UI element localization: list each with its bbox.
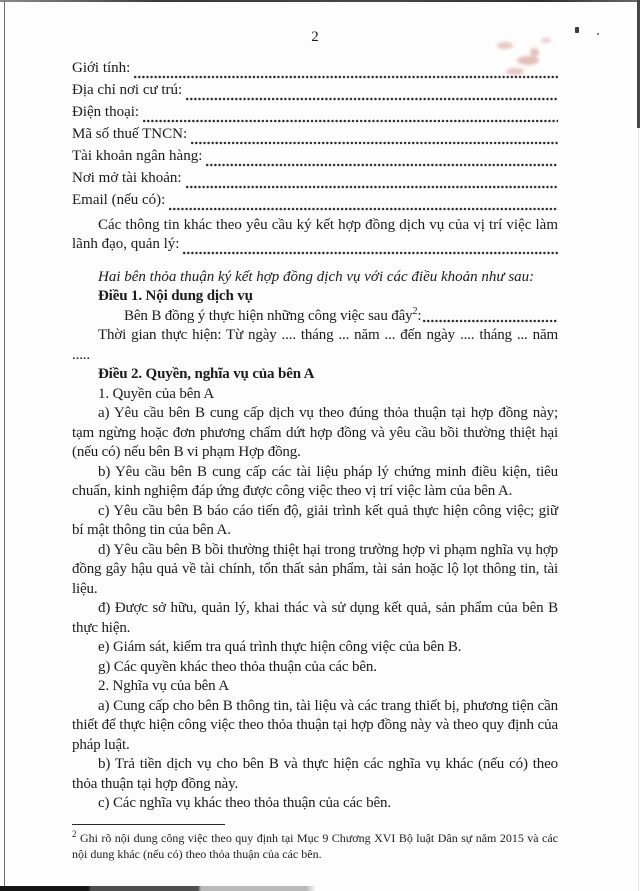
page-number: 2 bbox=[311, 29, 319, 45]
section-1-item-a: a) Yêu cầu bên B cung cấp dịch vụ theo đúng thỏa thuận tại hợp đồng này; tạm ngừng hoặc đơn phương chấm dứt hợp đồng và yêu cầu bồi thường thiệt hại (nếu có) nếu bên B vi phạm Hợp đồng. bbox=[72, 405, 558, 460]
footnote-ref-superscript: 2 bbox=[412, 305, 418, 317]
scan-speck bbox=[575, 27, 579, 33]
field-row-gender bbox=[72, 60, 558, 82]
agreement-intro: Hai bên thỏa thuận ký kết hợp đồng dịch vụ với các điều khoản như sau: bbox=[98, 269, 535, 285]
article-1-time-line: Thời gian thực hiện: Từ ngày .... tháng ... năm ... đến ngày .... tháng ... năm bbox=[98, 327, 558, 343]
dotted-leader bbox=[134, 75, 558, 79]
footnote-text-body: Ghi rõ nội dung công việc theo quy định tại Mục 9 Chương XVI Bộ luật Dân sự năm 2015 và các nội dung khác (nếu có) theo thỏa thuận của các bên. bbox=[72, 830, 559, 861]
section-1-item-c: c) Yêu cầu bên B báo cáo tiến độ, giải trình kết quả thực hiện công việc; giữ bí mật thông tin của bên A. bbox=[72, 502, 558, 538]
article-1-heading: Điều 1. Nội dung dịch vụ bbox=[98, 288, 253, 304]
field-row-tax-code bbox=[72, 126, 558, 148]
section-1-item-d: d) Yêu cầu bên B bồi thường thiệt hại trong trường hợp vi phạm nghĩa vụ hợp đồng gây hậu quả về tài chính, tổn thất sản phẩm, tài sản hoặc lộ lọt thông tin, tài liệu. bbox=[72, 541, 558, 597]
dotted-leader bbox=[169, 207, 558, 211]
field-label-phone: Điện thoại: bbox=[72, 104, 140, 120]
section-2-item-c: c) Các nghĩa vụ khác theo thỏa thuận của các bên. bbox=[98, 795, 391, 811]
article-1-time-line-continuation: ..... bbox=[72, 346, 91, 363]
section-1-item-e: e) Giám sát, kiểm tra quá trình thực hiện công việc của bên B. bbox=[98, 639, 462, 655]
dotted-leader bbox=[206, 163, 558, 167]
section-1-item-dd: đ) Được sở hữu, quản lý, khai thác và sử dụng kết quả, sản phẩm của bên B thực hiện. bbox=[72, 600, 558, 636]
field-label-bank-branch: Nơi mở tài khoản: bbox=[72, 170, 182, 186]
scan-edge-right-faint bbox=[638, 128, 639, 891]
scan-bottom-band bbox=[0, 886, 330, 891]
article-1-content-line bbox=[72, 307, 558, 327]
field-row-address bbox=[72, 82, 558, 104]
dotted-leader bbox=[186, 97, 558, 101]
field-label-email: Email (nếu có): bbox=[72, 192, 166, 208]
field-row-bank-account bbox=[72, 148, 558, 170]
section-2-item-b: b) Trả tiền dịch vụ cho bên B và thực hiện các nghĩa vụ khác (nếu có) theo thỏa thuận tại hợp đồng này. bbox=[72, 756, 558, 792]
form-fields-block bbox=[72, 60, 558, 258]
section-1-item-b: b) Yêu cầu bên B cung cấp các tài liệu pháp lý chứng minh điều kiện, tiêu chuẩn, kinh nghiệm đáp ứng được công việc theo vị trí việc làm của bên A. bbox=[72, 463, 558, 499]
document-content bbox=[72, 0, 558, 863]
section-1-title: 1. Quyền của bên A bbox=[98, 385, 215, 402]
dotted-leader bbox=[183, 251, 558, 255]
footnote-separator bbox=[72, 824, 225, 825]
dotted-leader bbox=[191, 141, 558, 145]
footnote-block bbox=[72, 824, 558, 863]
footnote-ref-superscript: 2 bbox=[72, 828, 77, 839]
article-2-heading: Điều 2. Quyền, nghĩa vụ của bên A bbox=[98, 366, 315, 382]
field-label-tax-code: Mã số thuế TNCN: bbox=[72, 126, 188, 142]
field-row-phone bbox=[72, 104, 558, 126]
dotted-leader bbox=[423, 319, 558, 323]
section-1-item-g: g) Các quyền khác theo thỏa thuận của các bên. bbox=[98, 658, 377, 675]
footnote-text bbox=[72, 830, 558, 863]
field-label-gender: Giới tính: bbox=[72, 60, 131, 76]
field-row-email bbox=[72, 192, 558, 214]
field-row-other-info bbox=[72, 236, 558, 258]
article-1-content-label: Bên B đồng ý thực hiện những công việc sau đây$^2$: bbox=[124, 305, 422, 324]
section-2-item-a: a) Cung cấp cho bên B thông tin, tài liệu và các trang thiết bị, phương tiện cần thiết để thực hiện công việc theo thỏa thuận tại hợp đồng này và theo quy định của pháp luật. bbox=[72, 697, 558, 753]
field-label-bank-account: Tài khoản ngân hàng: bbox=[72, 148, 203, 164]
field-label-address: Địa chỉ nơi cư trú: bbox=[72, 82, 183, 98]
scan-speck bbox=[597, 33, 599, 35]
field-row-bank-branch bbox=[72, 170, 558, 192]
section-2-title: 2. Nghĩa vụ của bên A bbox=[98, 678, 229, 694]
dotted-leader bbox=[186, 185, 558, 189]
field-label-other-info: lãnh đạo, quản lý: bbox=[72, 236, 180, 252]
other-info-line1: Các thông tin khác theo yêu cầu ký kết hợp đồng dịch vụ của vị trí việc làm bbox=[98, 217, 558, 233]
scan-edge-left bbox=[4, 0, 5, 891]
document-body bbox=[72, 287, 558, 814]
dotted-leader bbox=[143, 119, 558, 123]
